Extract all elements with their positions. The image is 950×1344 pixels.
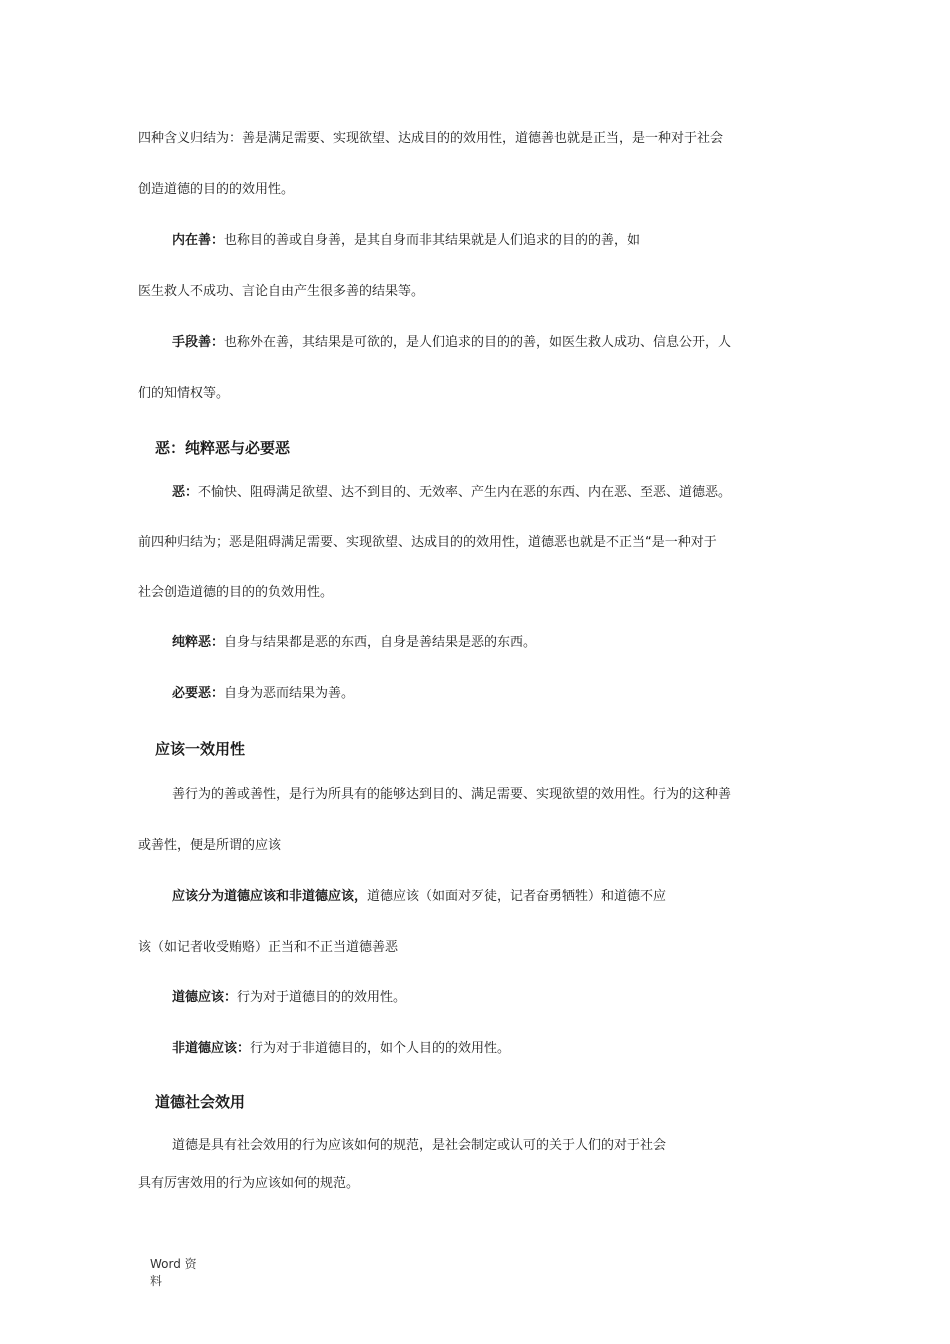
term-label: 应该分为道德应该和非道德应该， [172, 889, 368, 904]
section-heading: 道德社会效用 [155, 1093, 246, 1111]
paragraph-line: 善行为的善或善性，是行为所具有的能够达到目的、满足需要、实现欲望的效用性。行为的这种善 [172, 787, 732, 802]
paragraph-line: 们的知情权等。 [138, 386, 230, 401]
paragraph-line [172, 483, 731, 503]
definition-text: 自身与结果都是恶的东西，自身是善结果是恶的东西。 [224, 635, 537, 650]
paragraph-line: 该（如记者收受贿赂）正当和不正当道德善恶 [138, 940, 399, 955]
term-label: 道德应该： [172, 990, 238, 1005]
footer-line: 料 [150, 1274, 163, 1288]
definition-text: 不愉快、阻碍满足欲望、达不到目的、无效率、产生内在恶的东西、内在恶、至恶、道德恶。 [198, 485, 732, 500]
section-heading: 应该一效用性 [155, 740, 246, 758]
paragraph-line [172, 231, 640, 251]
term-label: 必要恶： [172, 686, 225, 701]
paragraph-line [172, 333, 731, 353]
paragraph-line: 四种含义归结为：善是满足需要、实现欲望、达成目的的效用性，道德善也就是正当，是一种对于社会 [138, 131, 724, 146]
paragraph-line [172, 1039, 510, 1059]
paragraph-line [172, 988, 406, 1008]
paragraph-line [172, 887, 666, 907]
paragraph-line: 前四种归结为；恶是阻碍满足需要、实现欲望、达成目的的效用性，道德恶也就是不正当“是一种对于 [138, 535, 717, 550]
definition-text: 也称目的善或自身善，是其自身而非其结果就是人们追求的目的的善，如 [224, 233, 641, 248]
paragraph-line: 具有厉害效用的行为应该如何的规范。 [138, 1176, 360, 1191]
term-label: 非道德应该： [172, 1041, 251, 1056]
paragraph-line: 或善性，便是所谓的应该 [138, 838, 282, 853]
definition-text: 也称外在善，其结果是可欲的，是人们追求的目的的善，如医生救人成功、信息公开，人 [224, 335, 732, 350]
definition-text: 自身为恶而结果为善。 [224, 686, 355, 701]
paragraph-line [172, 684, 354, 704]
paragraph-line: 创造道德的目的的效用性。 [138, 182, 295, 197]
paragraph-line [172, 633, 536, 653]
paragraph-line: 医生救人不成功、言论自由产生很多善的结果等。 [138, 284, 425, 299]
definition-text: 行为对于非道德目的，如个人目的的效用性。 [250, 1041, 511, 1056]
definition-text: 道德应该（如面对歹徒，记者奋勇牺牲）和道德不应 [367, 889, 667, 904]
definition-text: 行为对于道德目的的效用性。 [237, 990, 407, 1005]
footer-line: Word 资 [150, 1257, 197, 1271]
section-heading: 恶：纯粹恶与必要恶 [155, 439, 291, 457]
term-label: 手段善： [172, 335, 225, 350]
page-footer [150, 1256, 197, 1290]
term-label: 纯粹恶： [172, 635, 225, 650]
paragraph-line: 社会创造道德的目的的负效用性。 [138, 585, 334, 600]
term-label: 恶： [172, 485, 199, 500]
term-label: 内在善： [172, 233, 225, 248]
paragraph-line: 道德是具有社会效用的行为应该如何的规范，是社会制定或认可的关于人们的对于社会 [172, 1138, 667, 1153]
